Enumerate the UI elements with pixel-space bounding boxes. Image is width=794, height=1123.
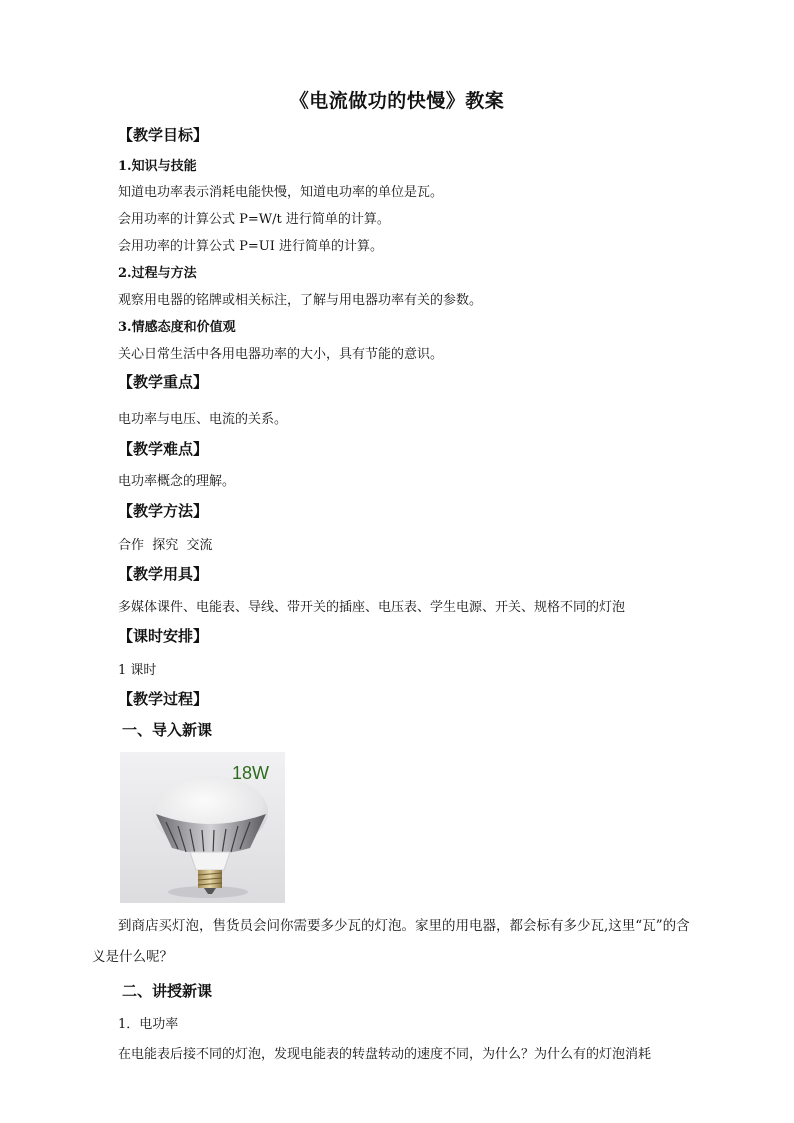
attitude-heading: 3.情感态度和价值观 <box>118 320 236 335</box>
knowledge-heading: 1.知识与技能 <box>118 159 197 174</box>
difficulty-line: 电功率概念的理解。 <box>118 474 236 489</box>
intro-heading: 一、导入新课 <box>122 721 213 739</box>
power-paragraph: 在电能表后接不同的灯泡，发现电能表的转盘转动的速度不同，为什么？为什么有的灯泡消耗 <box>118 1047 652 1062</box>
schedule-heading: 【课时安排】 <box>118 627 209 645</box>
method-heading: 【教学方法】 <box>118 502 209 520</box>
document-title: 《电流做功的快慢》教案 <box>289 90 505 112</box>
lamp-photo <box>120 752 285 903</box>
lamp-wattage-label: 18W <box>232 763 270 783</box>
goals-heading: 【教学目标】 <box>118 126 209 144</box>
tools-line: 多媒体课件、电能表、导线、带开关的插座、电压表、学生电源、开关、规格不同的灯泡 <box>118 600 626 615</box>
process-heading: 2.过程与方法 <box>118 266 197 281</box>
process-line: 观察用电器的铭牌或相关标注，了解与用电器功率有关的参数。 <box>118 293 483 308</box>
method-line: 合作 探究 交流 <box>118 538 213 553</box>
focus-line: 电功率与电压、电流的关系。 <box>118 412 288 427</box>
knowledge-line-1: 知道电功率表示消耗电能快慢，知道电功率的单位是瓦。 <box>118 185 444 200</box>
focus-heading: 【教学重点】 <box>118 373 209 391</box>
difficulty-heading: 【教学难点】 <box>118 440 209 458</box>
intro-paragraph: 到商店买灯泡，售货员会问你需要多少瓦的灯泡。家里的用电器，都会标有多少瓦,这里“瓦”的含义是什么呢？ <box>92 918 690 965</box>
procedure-heading: 【教学过程】 <box>118 690 209 708</box>
knowledge-line-2: 会用功率的计算公式 P=W/t 进行简单的计算。 <box>118 212 390 227</box>
light-bulb-icon <box>120 752 285 903</box>
attitude-line: 关心日常生活中各用电器功率的大小，具有节能的意识。 <box>118 347 444 362</box>
schedule-line: 1 课时 <box>118 663 157 678</box>
power-heading: 1．电功率 <box>118 1017 179 1032</box>
new-lesson-heading: 二、讲授新课 <box>122 982 213 1000</box>
knowledge-line-3: 会用功率的计算公式 P=UI 进行简单的计算。 <box>118 239 383 254</box>
tools-heading: 【教学用具】 <box>118 565 209 583</box>
